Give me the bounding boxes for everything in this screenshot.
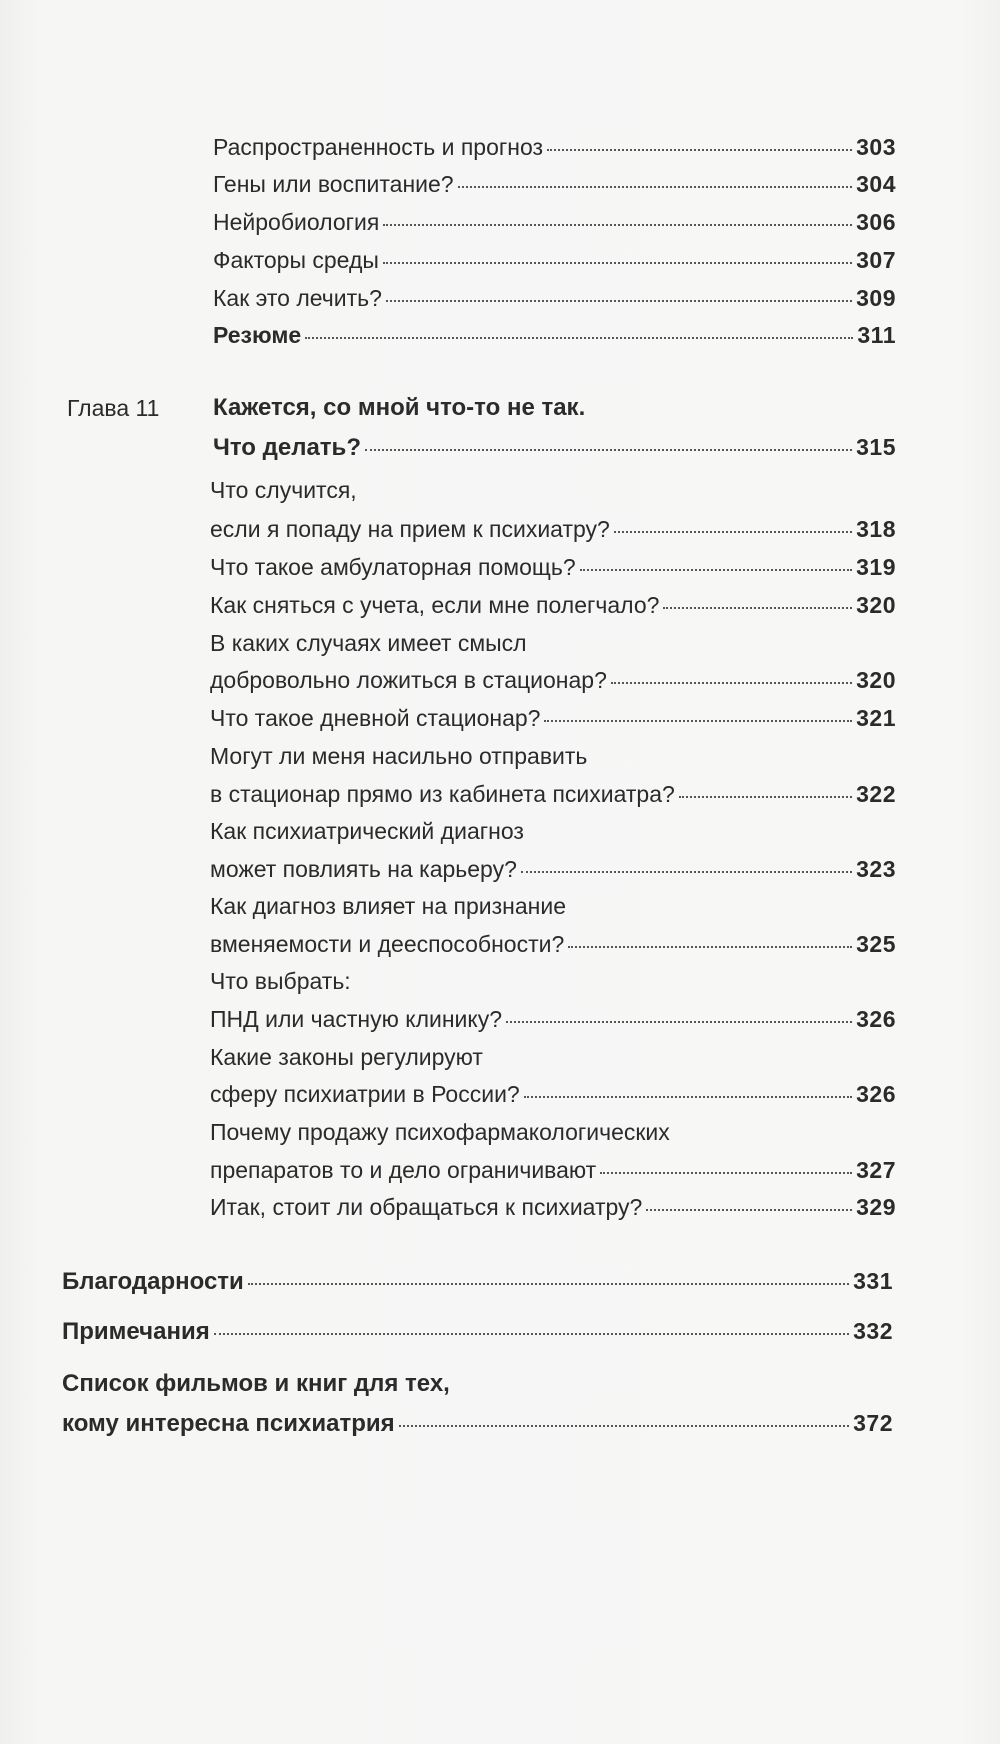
toc-entry-page: 327: [856, 1157, 896, 1183]
toc-entry-title: Как сняться с учета, если мне полегчало?: [210, 592, 660, 618]
toc-entry-title: Распространенность и прогноз: [213, 134, 544, 160]
leader-dots: [214, 1333, 849, 1335]
toc-entry-title: Итак, стоит ли обращаться к психиатру?: [210, 1194, 643, 1220]
leader-dots: [547, 149, 852, 151]
toc-entry-page: 307: [856, 247, 896, 273]
toc-entry-page: 318: [856, 516, 896, 542]
toc-entry-drug-restrictions: [210, 1155, 896, 1185]
toc-entry-page: 326: [856, 1081, 896, 1107]
toc-entry-title: может повлиять на карьеру?: [210, 856, 517, 882]
toc-entry-psychiatrist-visit: [210, 514, 896, 544]
leader-dots: [458, 186, 853, 188]
toc-entry-deregistration: [210, 590, 896, 620]
toc-entry-conclusion: [210, 1192, 896, 1222]
toc-entry-title: ПНД или частную клинику?: [210, 1006, 503, 1032]
leader-dots: [614, 531, 852, 533]
leader-dots: [580, 569, 853, 571]
leader-dots: [365, 449, 852, 451]
toc-entry-prevalence: [213, 132, 896, 162]
toc-entry-page: 323: [856, 856, 896, 882]
chapter-title-line1: Кажется, со мной что-то не так.: [213, 394, 586, 421]
toc-entry-line1: Как диагноз влияет на признание: [210, 893, 566, 919]
toc-entry-line1: В каких случаях имеет смысл: [210, 630, 527, 656]
toc-entry-title: Как это лечить?: [213, 285, 382, 311]
toc-entry-page: 332: [853, 1318, 893, 1344]
leader-dots: [544, 720, 852, 722]
toc-entry-title: Что такое амбулаторная помощь?: [210, 554, 576, 580]
toc-entry-title: если я попаду на прием к психиатру?: [210, 516, 610, 542]
toc-entry-line1: Почему продажу психофармакологических: [210, 1119, 670, 1145]
toc-entry-page: 325: [856, 931, 896, 957]
toc-entry-title: Резюме: [213, 322, 302, 348]
toc-entry-page: 320: [856, 667, 896, 693]
toc-entry-title: Благодарности: [62, 1268, 244, 1295]
leader-dots: [386, 300, 852, 302]
toc-entry-page: 321: [856, 705, 896, 731]
leader-dots: [506, 1021, 852, 1023]
toc-entry-page: 331: [853, 1268, 893, 1294]
toc-entry-page: 304: [856, 171, 896, 197]
toc-entry-legal-capacity: [210, 929, 896, 959]
toc-entry-page: 326: [856, 1006, 896, 1032]
leader-dots: [305, 337, 853, 339]
toc-entry-neurobiology: [213, 207, 896, 237]
toc-entry-title: добровольно ложиться в стационар?: [210, 667, 607, 693]
toc-entry-films-books: [62, 1408, 893, 1439]
toc-entry-career: [210, 854, 896, 884]
toc-entry-title: Примечания: [62, 1318, 210, 1345]
toc-entry-title: Что такое дневной стационар?: [210, 705, 541, 731]
toc-entry-title: препаратов то и дело ограничивают: [210, 1157, 597, 1183]
leader-dots: [611, 682, 852, 684]
leader-dots: [524, 1096, 852, 1098]
toc-entry-clinic-choice: [210, 1004, 896, 1034]
toc-entry-day-hospital: [210, 703, 896, 733]
toc-entry-line1: Список фильмов и книг для тех,: [62, 1370, 450, 1397]
toc-entry-title: сферу психиатрии в России?: [210, 1081, 520, 1107]
leader-dots: [248, 1283, 849, 1285]
leader-dots: [383, 224, 852, 226]
chapter-label: Глава 11: [67, 395, 160, 421]
leader-dots: [679, 796, 852, 798]
toc-entry-outpatient: [210, 552, 896, 582]
toc-entry-environment: [213, 245, 896, 275]
leader-dots: [383, 262, 852, 264]
chapter-title-entry: [213, 432, 896, 463]
leader-dots: [399, 1425, 850, 1427]
toc-entry-line1: Могут ли меня насильно отправить: [210, 743, 588, 769]
toc-entry-title: в стационар прямо из кабинета психиатра?: [210, 781, 675, 807]
toc-entry-title: вменяемости и дееспособности?: [210, 931, 565, 957]
chapter-title-line2: Что делать?: [213, 434, 361, 461]
toc-entry-page: 311: [857, 322, 896, 348]
leader-dots: [663, 607, 852, 609]
leader-dots: [521, 871, 852, 873]
toc-entry-line1: Что случится,: [210, 477, 357, 503]
toc-entry-genes: [213, 169, 896, 199]
toc-entry-title: Нейробиология: [213, 209, 380, 235]
toc-entry-treatment: [213, 283, 896, 313]
toc-entry-line1: Что выбрать:: [210, 968, 351, 994]
leader-dots: [646, 1209, 852, 1211]
toc-entry-page: 315: [856, 434, 896, 460]
leader-dots: [568, 946, 852, 948]
toc-entry-page: 306: [856, 209, 896, 235]
toc-entry-summary: [213, 320, 896, 350]
toc-entry-acknowledgements: [62, 1266, 893, 1297]
toc-entry-laws: [210, 1079, 896, 1109]
toc-entry-title: Гены или воспитание?: [213, 171, 454, 197]
toc-entry-line1: Какие законы регулируют: [210, 1044, 483, 1070]
leader-dots: [600, 1172, 852, 1174]
toc-entry-title: кому интересна психиатрия: [62, 1410, 395, 1437]
toc-entry-page: 309: [856, 285, 896, 311]
toc-entry-page: 329: [856, 1194, 896, 1220]
toc-entry-page: 303: [856, 134, 896, 160]
toc-entry-notes: [62, 1316, 893, 1347]
toc-entry-page: 372: [853, 1410, 893, 1436]
toc-entry-forced-hospitalization: [210, 779, 896, 809]
toc-entry-title: Факторы среды: [213, 247, 379, 273]
toc-entry-page: 320: [856, 592, 896, 618]
toc-entry-page: 319: [856, 554, 896, 580]
toc-entry-voluntary-hospitalization: [210, 665, 896, 695]
toc-entry-page: 322: [856, 781, 896, 807]
toc-entry-line1: Как психиатрический диагноз: [210, 818, 524, 844]
